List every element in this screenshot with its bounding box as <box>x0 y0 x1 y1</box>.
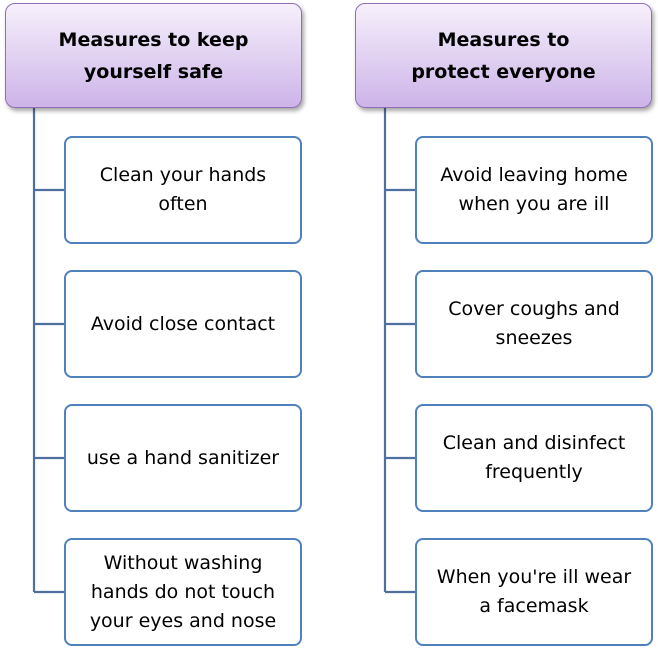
header-protect-everyone: Measures to protect everyone <box>355 3 652 108</box>
measure-clean-hands: Clean your hands often <box>64 136 302 244</box>
measure-cover-coughs: Cover coughs and sneezes <box>415 270 653 378</box>
measure-do-not-touch-face: Without washing hands do not touch your eyes and nose <box>64 538 302 646</box>
measure-hand-sanitizer: use a hand sanitizer <box>64 404 302 512</box>
measure-wear-facemask: When you're ill wear a facemask <box>415 538 653 646</box>
header-keep-yourself-safe: Measures to keep yourself safe <box>5 3 302 108</box>
measure-avoid-close-contact: Avoid close contact <box>64 270 302 378</box>
measure-stay-home-when-ill: Avoid leaving home when you are ill <box>415 136 653 244</box>
measure-clean-disinfect: Clean and disinfect frequently <box>415 404 653 512</box>
